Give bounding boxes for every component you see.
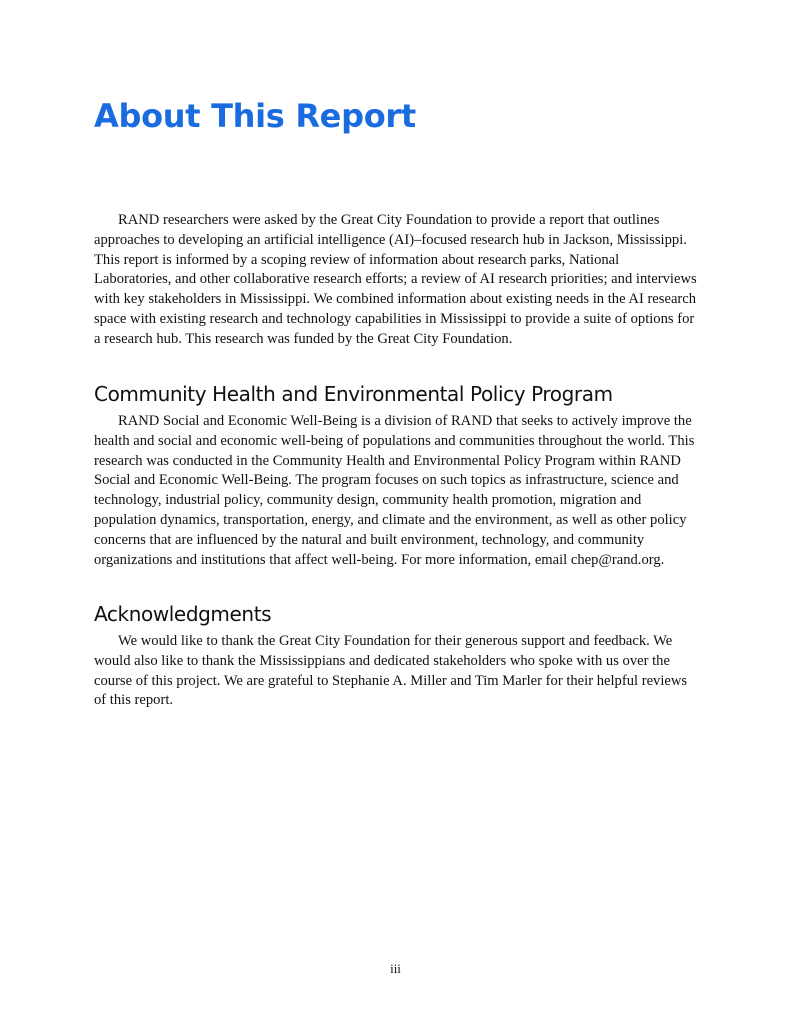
section-paragraph-chep: RAND Social and Economic Well-Being is a division of RAND that seeks to actively improve the health and social and economic well-being of populations and communities throughout the world. This research was conducted in the Community Health and Environmental Policy Program within RAND Social and Economic Well-Being. The program focuses on such topics as infrastructure, science and technology, industrial policy, community design, community health promotion, migration and population dynamics, transportation, energy, and climate and the environment, as well as other policy concerns that are influenced by the natural and built environment, technology, and community organizations and institutions that affect well-being. For more information, email chep@rand.org. <box>94 413 695 568</box>
section-heading-chep: Community Health and Environmental Policy Program <box>94 382 613 406</box>
page-title: About This Report <box>94 97 416 135</box>
page-number: iii <box>390 961 401 976</box>
section-paragraph-acknowledgments: We would like to thank the Great City Foundation for their generous support and feedback. We would also like to thank the Mississippians and dedicated stakeholders who spoke with us over the course of this project. We are grateful to Stephanie A. Miller and Tim Marler for their helpful reviews of this report. <box>94 633 688 709</box>
section-heading-acknowledgments: Acknowledgments <box>94 602 272 626</box>
intro-paragraph: RAND researchers were asked by the Great City Foundation to provide a report that outlines approaches to developing an artificial intelligence (AI)–focused research hub in Jackson, Mississippi. This report is informed by a scoping review of information about research parks, National Laboratories, and other collaborative research efforts; a review of AI research priorities; and interviews with key stakeholders in Mississippi. We combined information about existing needs in the AI research space with existing research and technology capabilities in Mississippi to provide a suite of options for a research hub. This research was funded by the Great City Foundation. <box>94 212 697 347</box>
